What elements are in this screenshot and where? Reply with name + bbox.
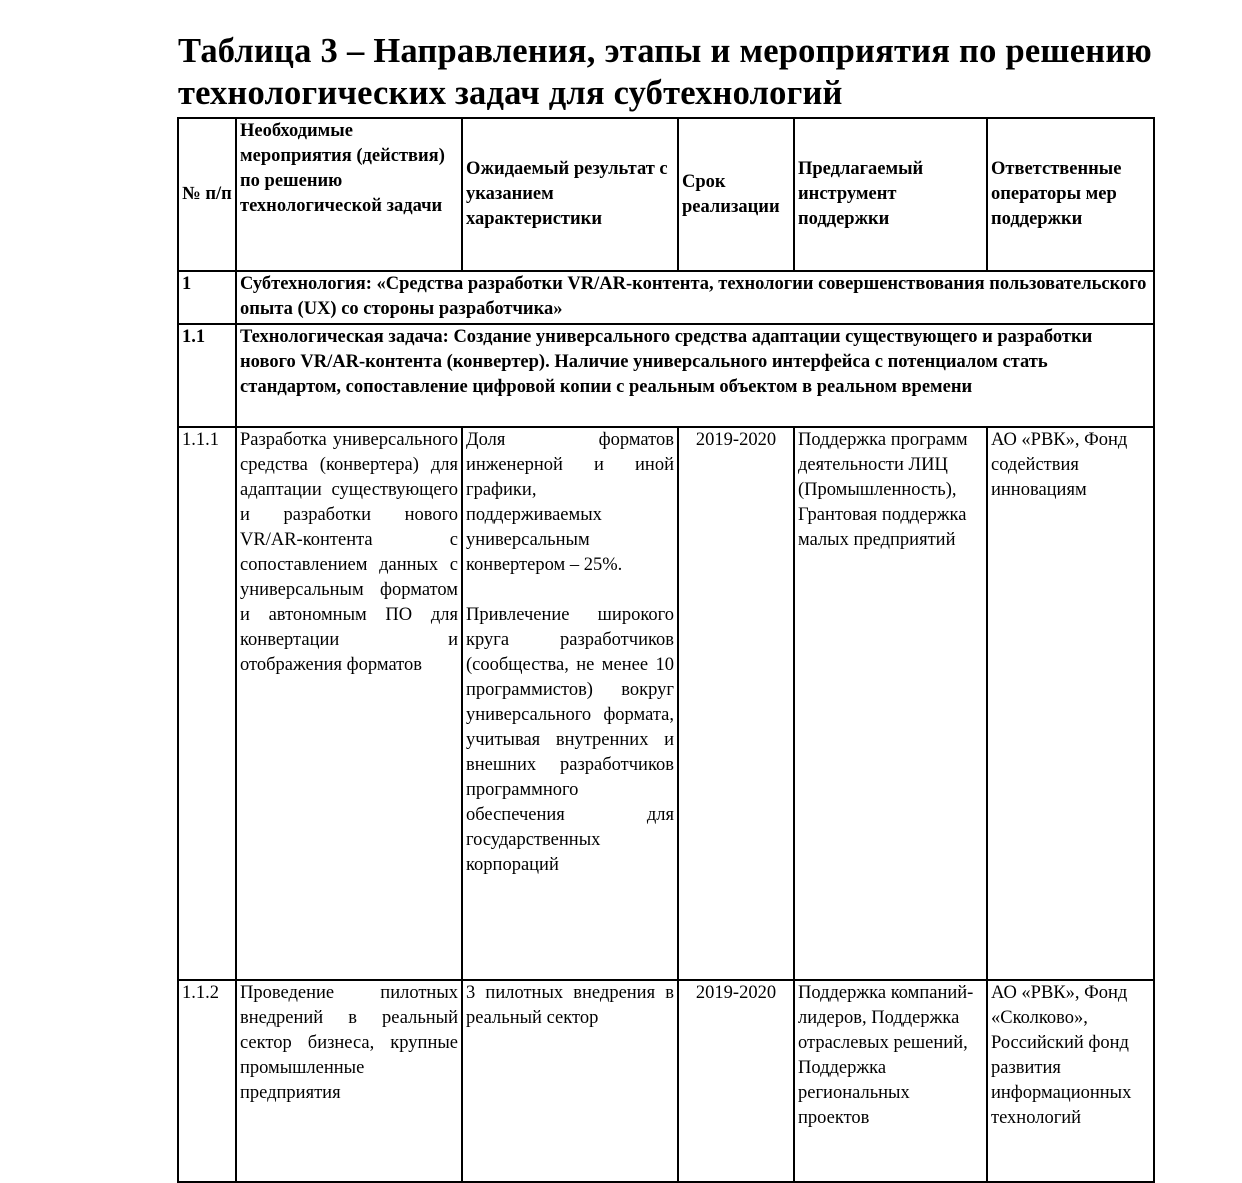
row-action: Разработка универсального средства (конвертера) для адаптации существующего и разработки нового VR/AR-контента с сопоставлением данных с универсальным форматом и автономным ПО для конвертации и отображения форматов <box>236 427 462 980</box>
header-result: Ожидаемый результат с указанием характеристики <box>462 118 678 271</box>
header-instrument: Предлагаемый инструмент поддержки <box>794 118 987 271</box>
task-row <box>178 324 1154 427</box>
row-num: 1.1.2 <box>178 980 236 1182</box>
row-result-paragraph: Привлечение широкого круга разработчиков (сообщества, не менее 10 программистов) вокруг универсального формата, учитывая внутренних и внешних разработчиков программного обеспечения для государственных корпораций <box>466 605 674 875</box>
section-num: 1 <box>178 271 236 324</box>
task-num: 1.1 <box>178 324 236 427</box>
table-header-row <box>178 118 1154 271</box>
row-action: Проведение пилотных внедрений в реальный сектор бизнеса, крупные промышленные предприятия <box>236 980 462 1182</box>
section-row <box>178 271 1154 324</box>
row-term: 2019-2020 <box>678 980 794 1182</box>
row-term: 2019-2020 <box>678 427 794 980</box>
header-operators: Ответственные операторы мер поддержки <box>987 118 1154 271</box>
measures-table <box>177 117 1155 1183</box>
row-result <box>462 427 678 980</box>
section-text: Субтехнология: «Средства разработки VR/AR-контента, технологии совершенствования пользовательского опыта (UX) со стороны разработчика» <box>236 271 1154 324</box>
task-text: Технологическая задача: Создание универсального средства адаптации существующего и разработки нового VR/AR-контента (конвертер). Наличие универсального интерфейса с потенциалом стать стандартом, сопоставление цифровой копии с реальным объектом в реальном времени <box>236 324 1154 427</box>
row-operators: АО «РВК», Фонд содействия инновациям <box>987 427 1154 980</box>
row-result: 3 пилотных внедрения в реальный сектор <box>462 980 678 1182</box>
row-num: 1.1.1 <box>178 427 236 980</box>
table-row <box>178 980 1154 1182</box>
row-result-paragraph: Доля форматов инженерной и иной графики, поддерживаемых универсальным конвертером – 25%. <box>466 430 674 575</box>
row-instrument: Поддержка компаний-лидеров, Поддержка отраслевых решений, Поддержка региональных проектов <box>794 980 987 1182</box>
header-actions: Необходимые мероприятия (действия) по решению технологической задачи <box>236 118 462 271</box>
table-title: Таблица 3 – Направления, этапы и мероприятия по решению технологических задач для субтехнологий <box>178 32 1152 112</box>
row-instrument: Поддержка программ деятельности ЛИЦ (Промышленность), Грантовая поддержка малых предприятий <box>794 427 987 980</box>
table-row <box>178 427 1154 980</box>
row-operators: АО «РВК», Фонд «Сколково», Российский фонд развития информационных технологий <box>987 980 1154 1182</box>
header-term: Срок реализации <box>678 118 794 271</box>
header-num: № п/п <box>178 118 236 271</box>
